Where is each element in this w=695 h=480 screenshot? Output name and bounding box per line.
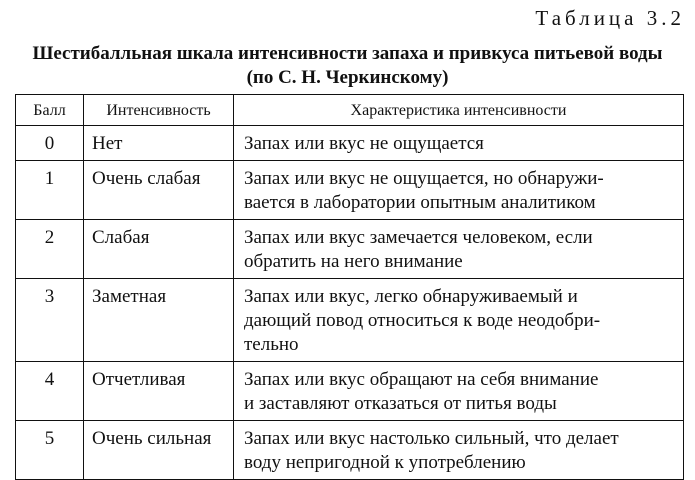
- intensity-cell: Очень слабая: [84, 161, 234, 220]
- table-row: [16, 126, 684, 161]
- description-line: Запах или вкус настолько сильный, что делает: [244, 428, 619, 449]
- description-line: дающий повод относиться к воде неодобри-: [244, 310, 601, 331]
- header-intensity: Интенсивность: [84, 95, 234, 126]
- description-cell: [234, 362, 684, 421]
- header-description: Характеристика интенсивности: [234, 95, 684, 126]
- score-cell: 1: [16, 161, 84, 220]
- description-line: Запах или вкус, легко обнаруживаемый и: [244, 286, 578, 307]
- score-cell: 2: [16, 220, 84, 279]
- score-cell: 5: [16, 421, 84, 480]
- intensity-cell: Нет: [84, 126, 234, 161]
- caption-line-1: Шестибалльная шкала интенсивности запаха и привкуса питьевой воды: [32, 43, 663, 64]
- intensity-cell: Очень сильная: [84, 421, 234, 480]
- description-line: Запах или вкус обращают на себя внимание: [244, 369, 599, 390]
- description-line: воду непригодной к употреблению: [244, 452, 526, 473]
- score-cell: 4: [16, 362, 84, 421]
- description-cell: [234, 161, 684, 220]
- table-row: [16, 220, 684, 279]
- table-row: [16, 279, 684, 362]
- table-row: [16, 161, 684, 220]
- description-line: обратить на него внимание: [244, 251, 463, 272]
- description-cell: [234, 126, 684, 161]
- table-row: [16, 362, 684, 421]
- table-caption: [0, 42, 695, 90]
- intensity-scale-table: [15, 94, 684, 480]
- caption-line-2: (по С. Н. Черкинскому): [246, 67, 449, 88]
- description-cell: [234, 220, 684, 279]
- description-cell: [234, 279, 684, 362]
- description-line: Запах или вкус не ощущается: [244, 133, 484, 154]
- description-line: вается в лаборатории опытным аналитиком: [244, 192, 596, 213]
- header-score: Балл: [16, 95, 84, 126]
- description-line: и заставляют отказаться от питья воды: [244, 393, 557, 414]
- table-header-row: [16, 95, 684, 126]
- description-line: Запах или вкус не ощущается, но обнаружи-: [244, 168, 604, 189]
- intensity-cell: Отчетливая: [84, 362, 234, 421]
- intensity-cell: Заметная: [84, 279, 234, 362]
- score-cell: 3: [16, 279, 84, 362]
- description-cell: [234, 421, 684, 480]
- description-line: Запах или вкус замечается человеком, если: [244, 227, 593, 248]
- intensity-cell: Слабая: [84, 220, 234, 279]
- description-line: тельно: [244, 334, 299, 355]
- table-number: Таблица 3.2: [535, 6, 685, 30]
- score-cell: 0: [16, 126, 84, 161]
- table-row: [16, 421, 684, 480]
